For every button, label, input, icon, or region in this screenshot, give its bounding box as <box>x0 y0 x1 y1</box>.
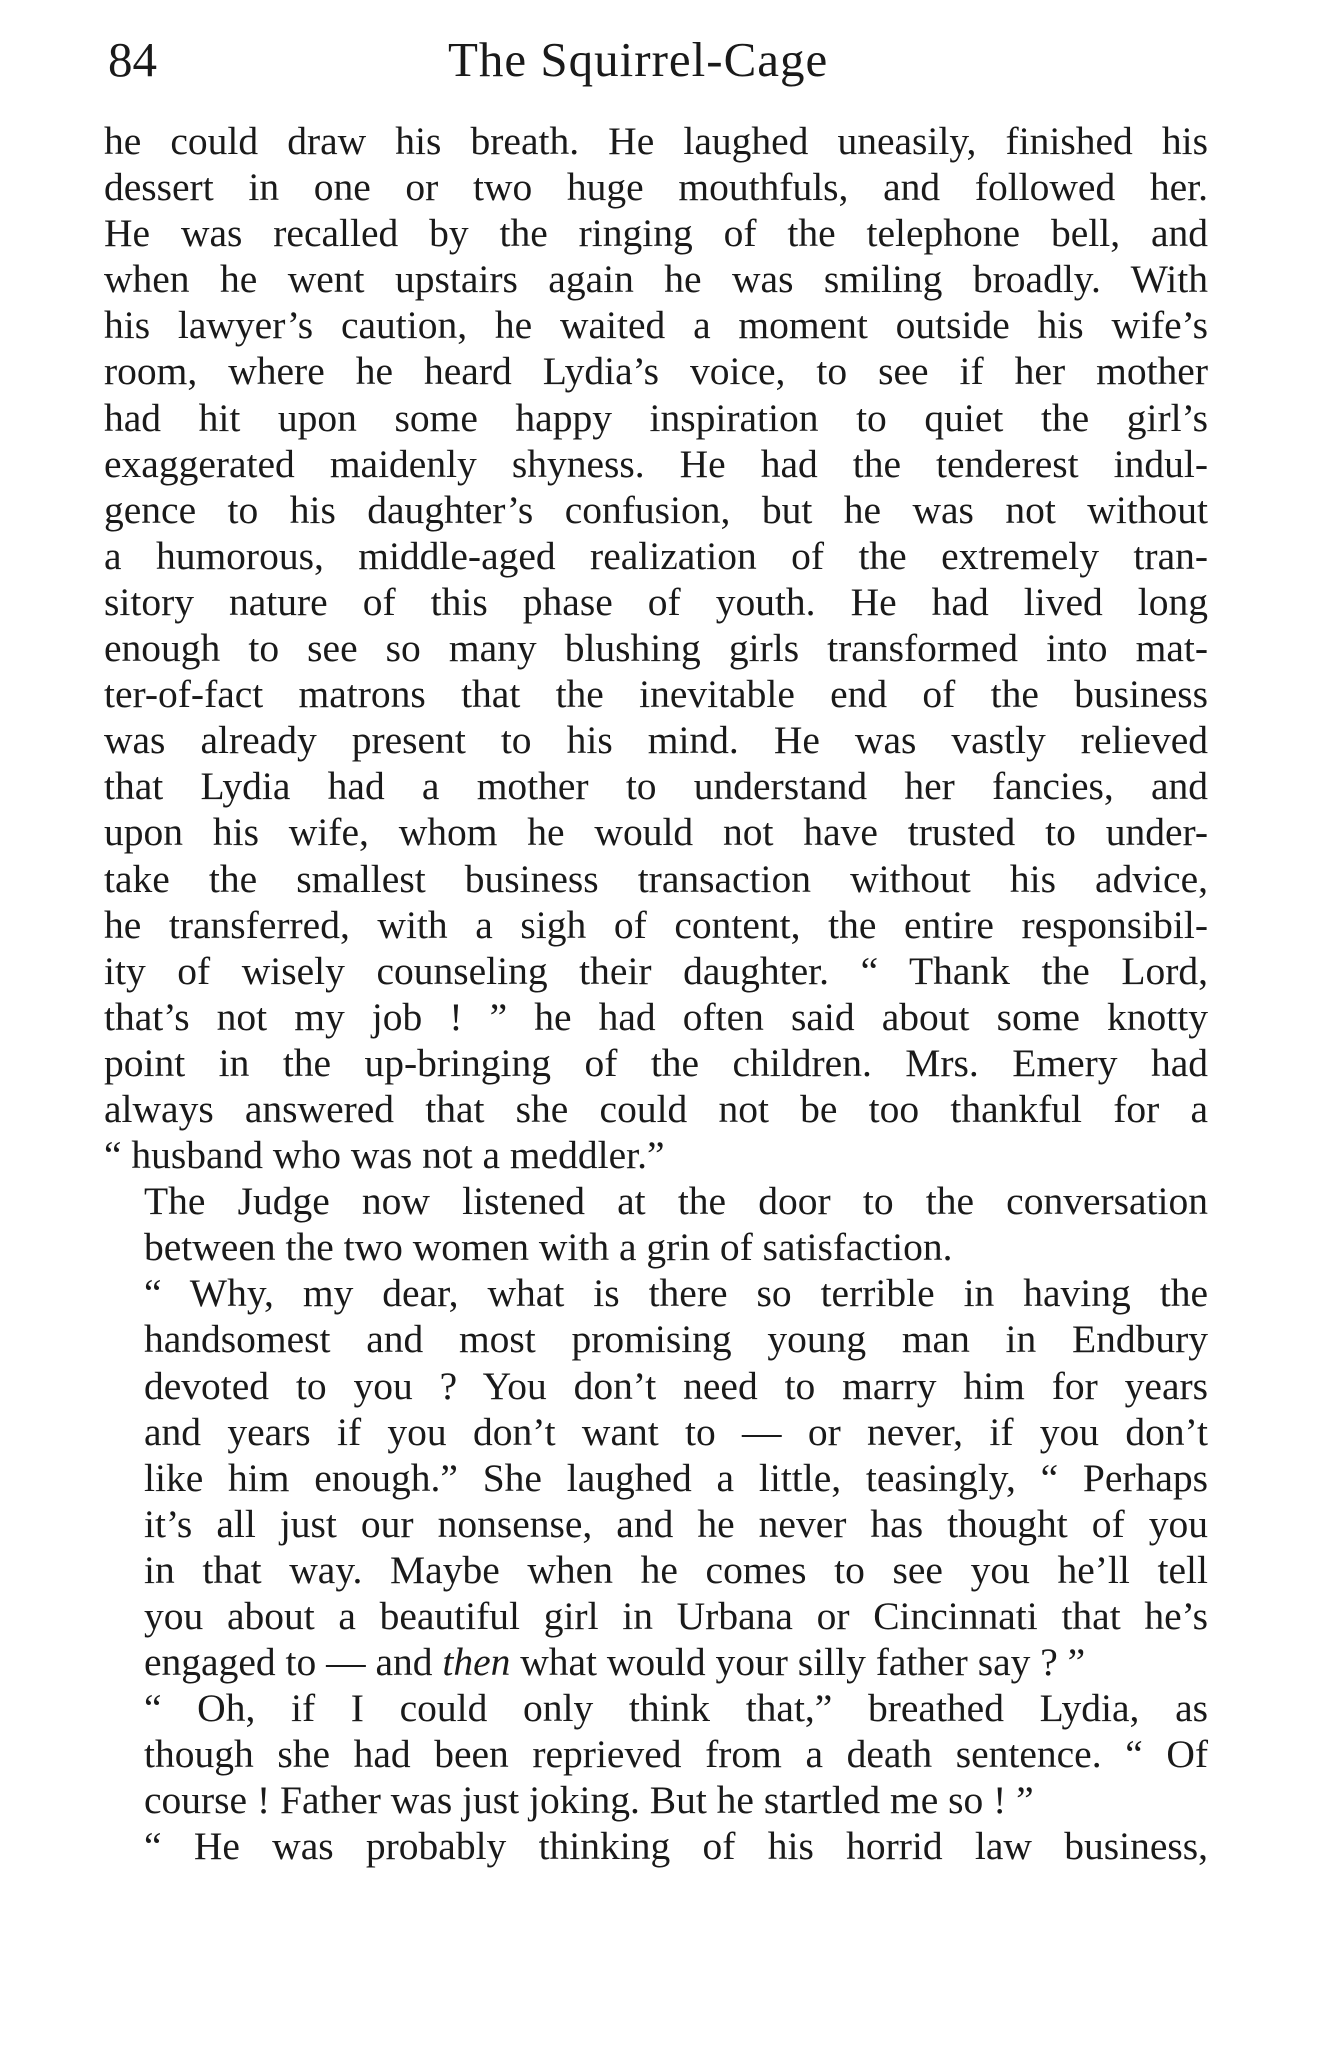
text-line: in that way. Maybe when he comes to see you he’ll tell <box>144 1547 1208 1592</box>
text-line: He was recalled by the ringing of the telephone bell, and <box>104 211 1208 256</box>
page-number: 84 <box>108 32 157 87</box>
text-line: it’s all just our nonsense, and he never has thought of you <box>144 1501 1208 1546</box>
running-head <box>106 28 1206 92</box>
text-line: ity of wisely counseling their daughter. “ Thank the Lord, <box>104 948 1208 993</box>
text-line: that’s not my job ! ” he had often said about some knotty <box>104 994 1208 1039</box>
text-line: take the smallest business transaction without his advice, <box>104 856 1208 901</box>
text-line: point in the up-bringing of the children. Mrs. Emery had <box>104 1040 1208 1085</box>
text-line: upon his wife, whom he would not have trusted to under- <box>104 810 1208 855</box>
text-line: enough to see so many blushing girls transformed into mat- <box>104 626 1208 671</box>
text-line: he transferred, with a sigh of content, the entire responsibil- <box>104 902 1208 947</box>
text-line: course ! Father was just joking. But he startled me so ! ” <box>144 1778 1034 1823</box>
text-line <box>104 1639 1208 1685</box>
emphasized-word: then <box>442 1640 511 1685</box>
text-line: exaggerated maidenly shyness. He had the tenderest indul- <box>104 441 1208 486</box>
paragraph-3 <box>104 1270 1208 1685</box>
text-line: a humorous, middle-aged realization of the extremely tran- <box>104 533 1208 578</box>
running-title: The Squirrel-Cage <box>448 32 829 87</box>
paragraph-2 <box>104 1178 1208 1270</box>
text-run: what would your silly father say ? ” <box>510 1640 1086 1685</box>
text-line: and years if you don’t want to — or never, if you don’t <box>144 1409 1208 1454</box>
text-line: sitory nature of this phase of youth. He had lived long <box>104 579 1208 624</box>
text-line: “ husband who was not a meddler.” <box>104 1133 665 1178</box>
text-line: like him enough.” She laughed a little, teasingly, “ Perhaps <box>144 1455 1208 1500</box>
paragraph-1 <box>104 118 1208 1178</box>
text-line: “ He was probably thinking of his horrid law business, <box>144 1824 1208 1869</box>
text-line: ter-of-fact matrons that the inevitable end of the business <box>104 672 1208 717</box>
text-run: engaged to — and <box>144 1640 443 1685</box>
body-text <box>104 118 1208 1870</box>
text-line: room, where he heard Lydia’s voice, to see if her mother <box>104 349 1208 394</box>
text-line: The Judge now listened at the door to the conversation <box>144 1179 1208 1224</box>
text-line: gence to his daughter’s confusion, but he was not without <box>104 487 1208 532</box>
text-line: dessert in one or two huge mouthfuls, and followed her. <box>104 165 1208 210</box>
text-line: though she had been reprieved from a death sentence. “ Of <box>144 1732 1208 1777</box>
text-line: always answered that she could not be too thankful for a <box>104 1086 1208 1131</box>
text-line: you about a beautiful girl in Urbana or Cincinnati that he’s <box>144 1594 1208 1638</box>
text-line: that Lydia had a mother to understand her fancies, and <box>104 764 1208 809</box>
text-line: he could draw his breath. He laughed uneasily, finished his <box>104 119 1208 163</box>
text-line: was already present to his mind. He was vastly relieved <box>104 718 1208 763</box>
text-line: between the two women with a grin of satisfaction. <box>144 1225 953 1270</box>
paragraph-4 <box>104 1685 1208 1823</box>
text-line: “ Why, my dear, what is there so terrible in having the <box>144 1271 1208 1316</box>
text-line: when he went upstairs again he was smiling broadly. With <box>104 257 1208 302</box>
text-line: handsomest and most promising young man in Endbury <box>144 1317 1208 1362</box>
text-line: devoted to you ? You don’t need to marry him for years <box>144 1363 1208 1408</box>
text-line: “ Oh, if I could only think that,” breathed Lydia, as <box>144 1686 1208 1731</box>
paragraph-5 <box>104 1823 1208 1869</box>
text-line: had hit upon some happy inspiration to quiet the girl’s <box>104 395 1208 440</box>
text-line: his lawyer’s caution, he waited a moment outside his wife’s <box>104 303 1208 348</box>
